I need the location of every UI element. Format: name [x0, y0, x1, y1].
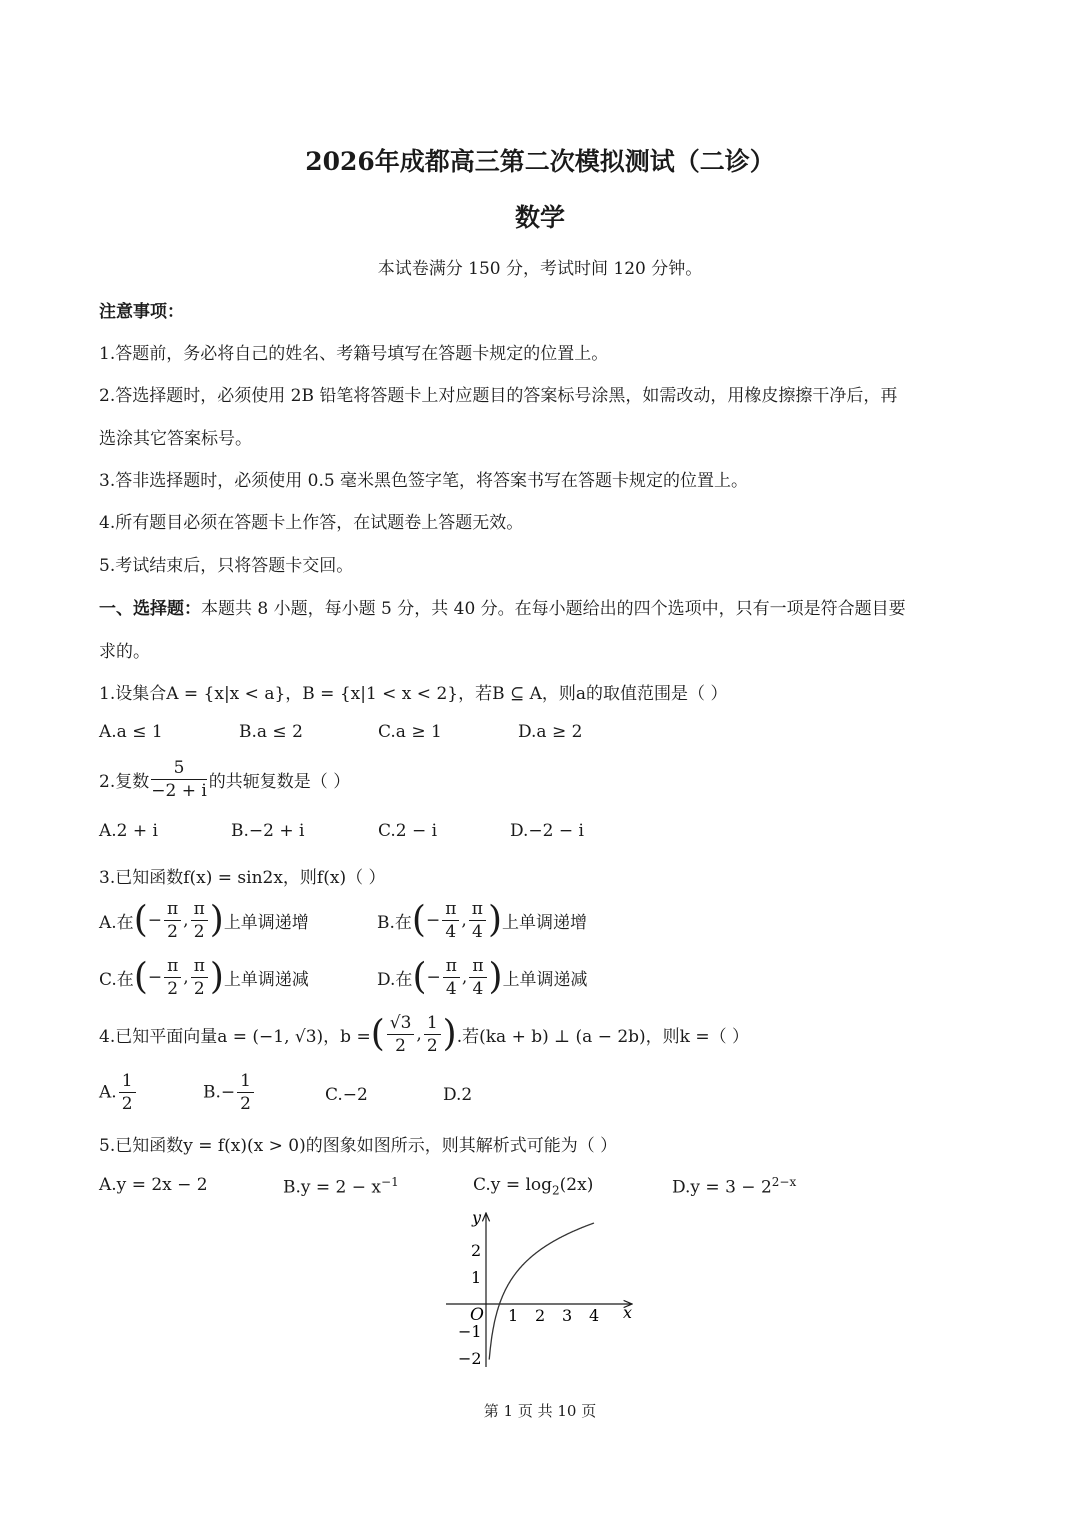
q2-suffix: 的共轭复数是（ ）	[208, 772, 351, 792]
q5-stem: 5.已知函数y = f(x)(x > 0)的图象如图所示，则其解析式可能为（ ）	[99, 1136, 618, 1156]
q2-numerator: 5	[151, 757, 207, 780]
q3-a-comma: ,	[183, 910, 189, 931]
q3-d-pi1: π	[443, 955, 460, 978]
q3-b-prefix: B.在	[377, 913, 412, 933]
q3-c-two1: 2	[167, 979, 179, 999]
q2-option-c: C.2 − i	[378, 821, 438, 841]
q3-a-two2: 2	[193, 922, 205, 942]
q3-b-comma: ,	[461, 910, 467, 931]
notice-item-4: 4.所有题目必须在答题卡上作答，在试题卷上答题无效。	[99, 513, 524, 533]
y-tick-label: 1	[471, 1268, 482, 1287]
q3-b-minus: −	[425, 910, 441, 931]
q2-prefix: 2.复数	[99, 772, 150, 792]
q4-b-opt-num: 1	[237, 1070, 254, 1093]
q3-option-a: A.在(− $\frac{\pi}{2}$ , $\frac{\pi}{2}$ )上单调递增	[99, 899, 309, 942]
y-tick-label: −1	[458, 1322, 482, 1341]
exam-title: 2026年成都高三第二次模拟测试（二诊）	[305, 147, 775, 176]
q3-d-pi2: π	[469, 955, 486, 978]
q2-fraction	[151, 757, 207, 802]
q3-d-minus: −	[426, 967, 441, 988]
q1-option-c: C.a ≥ 1	[378, 722, 442, 742]
q2-option-d: D.−2 − i	[510, 821, 584, 841]
q4-b-num2: 1	[424, 1012, 441, 1035]
q5-c-base: C.y = log	[473, 1175, 553, 1195]
q5-option-a: A.y = 2x − 2	[99, 1175, 208, 1195]
q3-a-pi2: π	[191, 898, 208, 921]
q3-b-suffix: 上单调递增	[502, 913, 588, 933]
function-graph	[440, 1205, 640, 1375]
function-curve	[489, 1223, 594, 1360]
q3-d-four2: 4	[472, 979, 484, 999]
q3-c-prefix: C.在	[99, 970, 134, 990]
section-1-header	[99, 594, 906, 619]
q3-a-suffix: 上单调递增	[223, 913, 309, 933]
q5-option-d	[672, 1175, 796, 1198]
notice-item-5: 5.考试结束后，只将答题卡交回。	[99, 556, 354, 576]
q3-c-comma: ,	[183, 967, 189, 988]
q2-option-b: B.−2 + i	[231, 821, 305, 841]
page-footer: 第 1 页 共 10 页	[483, 1402, 597, 1420]
q3-d-suffix: 上单调递减	[502, 970, 588, 990]
q3-a-two1: 2	[167, 922, 178, 942]
q3-c-pi2: π	[191, 955, 208, 978]
exam-subject: 数学	[514, 203, 565, 232]
q3-stem: 3.已知函数f(x) = sin2x，则f(x)（ ）	[99, 868, 386, 888]
q4-part2: .若(ka + b) ⊥ (a − 2b)，则k =（ ）	[456, 1027, 750, 1047]
y-tick-label: 2	[471, 1241, 482, 1260]
x-tick-label: 4	[589, 1306, 600, 1325]
q3-option-d: D.在(− $\frac{\pi}{4}$ , $\frac{\pi}{4}$ )上单调递减	[377, 956, 588, 999]
x-axis-label: x	[623, 1303, 633, 1322]
x-tick-label: 3	[562, 1306, 573, 1325]
q5-c-tail: (2x)	[559, 1175, 594, 1195]
q3-d-prefix: D.在	[377, 970, 413, 990]
q1-stem: 1.设集合A = {x|x < a}，B = {x|1 < x < 2}，若B ⊆ A，则a的取值范围是（ ）	[99, 684, 728, 704]
q5-d-sup: 2−x	[771, 1175, 797, 1189]
section-1-desc: 本题共 8 小题，每小题 5 分，共 40 分。在每小题给出的四个选项中，只有一项是符合题目要	[201, 599, 906, 619]
q1-option-d: D.a ≥ 2	[518, 722, 583, 742]
q3-a-prefix: A.在	[99, 913, 134, 933]
q3-a-pi1: π	[164, 898, 181, 921]
q1-option-a: A.a ≤ 1	[99, 722, 163, 742]
q3-a-minus: −	[147, 910, 162, 931]
q4-option-c: C.−2	[325, 1085, 368, 1105]
q3-option-c: C.在(− $\frac{\pi}{2}$ , $\frac{\pi}{2}$ )上单调递减	[99, 956, 309, 999]
q4-a-den: 2	[121, 1094, 133, 1114]
notice-item-2-cont: 选涂其它答案标号。	[99, 429, 252, 449]
q4-part1: 4.已知平面向量a = (−1, √3)，b =	[99, 1027, 371, 1047]
q3-c-minus: −	[147, 967, 163, 988]
y-axis-label: y	[472, 1208, 482, 1227]
q2-option-a: A.2 + i	[99, 821, 158, 841]
section-1-desc-cont: 求的。	[99, 642, 150, 662]
notice-item-1: 1.答题前，务必将自己的姓名、考籍号填写在答题卡规定的位置上。	[99, 344, 609, 364]
q4-b-den1: 2	[395, 1036, 406, 1056]
q3-d-four1: 4	[445, 979, 457, 999]
q3-b-four1: 4	[445, 922, 457, 942]
q4-option-b	[203, 1070, 256, 1115]
q5-d-base: D.y = 3 − 2	[672, 1177, 772, 1198]
q5-c-sub: 2	[552, 1183, 560, 1198]
q4-a-prefix: A.	[99, 1082, 117, 1103]
q3-c-two2: 2	[193, 979, 205, 999]
q2-stem	[99, 757, 350, 802]
notice-heading: 注意事项：	[99, 302, 184, 322]
q4-a-num: 1	[119, 1070, 136, 1093]
q4-b-num1: √3	[387, 1012, 415, 1035]
q3-b-four2: 4	[471, 922, 483, 942]
q4-b-opt-den: 2	[240, 1094, 251, 1114]
q1-option-b: B.a ≤ 2	[239, 722, 303, 742]
y-tick-label: −2	[458, 1349, 482, 1368]
q5-option-c	[473, 1175, 593, 1197]
q4-b-prefix: B.−	[203, 1082, 236, 1103]
origin-label: O	[470, 1305, 484, 1325]
section-1-label: 一、选择题：	[99, 599, 201, 619]
q3-d-comma: ,	[461, 967, 468, 988]
q3-b-pi1: π	[442, 898, 459, 921]
x-tick-label: 1	[508, 1306, 519, 1325]
q4-option-a	[99, 1070, 138, 1115]
notice-item-2: 2.答选择题时，必须使用 2B 铅笔将答题卡上对应题目的答案标号涂黑，如需改动，用橡皮擦擦干净后，再	[99, 386, 898, 406]
q5-b-sup: −1	[381, 1175, 399, 1189]
notice-item-3: 3.答非选择题时，必须使用 0.5 毫米黑色签字笔，将答案书写在答题卡规定的位置上。	[99, 471, 749, 491]
exam-info: 本试卷满分 150 分，考试时间 120 分钟。	[377, 259, 703, 279]
x-tick-label: 2	[535, 1306, 546, 1325]
q3-c-suffix: 上单调递减	[223, 970, 309, 990]
q5-option-b	[283, 1175, 399, 1198]
q3-c-pi1: π	[164, 955, 181, 978]
q4-option-d: D.2	[443, 1085, 473, 1105]
q3-option-b: B.在(− $\frac{\pi}{4}$ , $\frac{\pi}{4}$ )上单调递增	[377, 899, 588, 942]
q2-denominator: −2 + i	[151, 781, 207, 801]
q4-stem: 4.已知平面向量a = (−1, √3)，b =( $\frac{√3}{2}$ , $\frac{1}{2}$ ).若(ka + b) ⊥ (a − 2b)，则k =（ ）	[99, 1013, 750, 1056]
q5-b-base: B.y = 2 − x	[283, 1177, 382, 1198]
q4-b-den2: 2	[426, 1036, 438, 1056]
q3-b-pi2: π	[469, 898, 486, 921]
